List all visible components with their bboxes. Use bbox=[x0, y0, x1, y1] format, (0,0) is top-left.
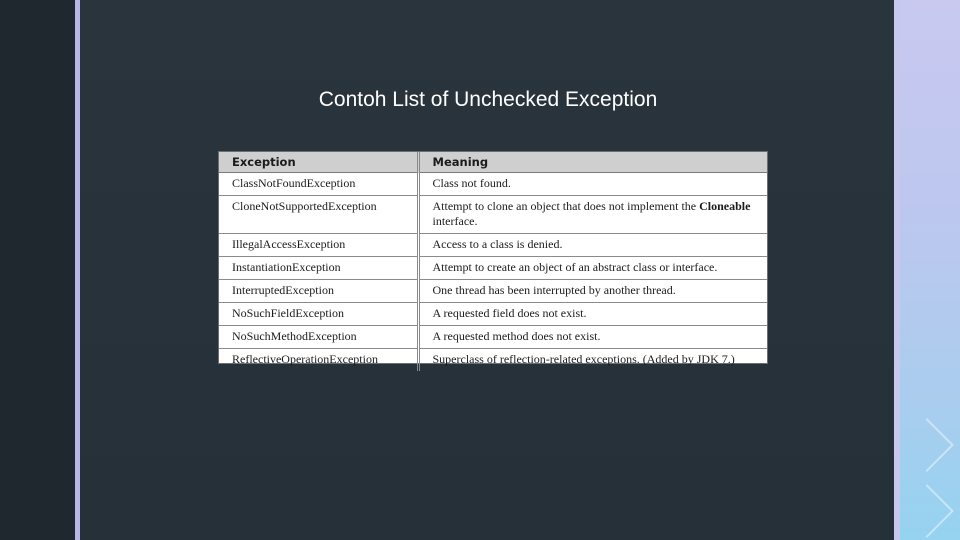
slide-title: Contoh List of Unchecked Exception bbox=[318, 88, 658, 111]
meaning-keyword: Cloneable bbox=[699, 199, 751, 213]
meaning-cell: Class not found. bbox=[418, 173, 767, 196]
meaning-cell: A requested method does not exist. bbox=[418, 326, 767, 349]
exception-name-cell: ReflectiveOperationException bbox=[232, 352, 378, 366]
table-row bbox=[219, 196, 767, 234]
meaning-cell: One thread has been interrupted by another thread. bbox=[418, 280, 767, 303]
chevron-right-icon bbox=[900, 418, 954, 472]
column-header-meaning: Meaning bbox=[418, 152, 767, 173]
chevron-right-icon bbox=[900, 484, 954, 538]
table-header-row bbox=[219, 152, 767, 173]
table-row bbox=[219, 349, 767, 372]
meaning-cell bbox=[418, 196, 767, 234]
meaning-cell: Access to a class is denied. bbox=[418, 234, 767, 257]
meaning-cell: Superclass of reflection-related exceptions. (Added by JDK 7.) bbox=[418, 349, 767, 372]
exception-name-cell: IllegalAccessException bbox=[219, 234, 418, 257]
right-decorative-panel bbox=[900, 0, 960, 540]
exception-name-cell: CloneNotSupportedException bbox=[219, 196, 418, 234]
table-row bbox=[219, 173, 767, 196]
meaning-cell: Attempt to create an object of an abstract class or interface. bbox=[418, 257, 767, 280]
meaning-cell: A requested field does not exist. bbox=[418, 303, 767, 326]
exception-name-cell: NoSuchMethodException bbox=[219, 326, 418, 349]
meaning-text: interface. bbox=[432, 214, 478, 228]
table-row bbox=[219, 303, 767, 326]
exception-name-cell: ClassNotFoundException bbox=[219, 173, 418, 196]
table-row bbox=[219, 280, 767, 303]
table-row bbox=[219, 257, 767, 280]
left-panel bbox=[0, 0, 76, 540]
exception-name-cell: InterruptedException bbox=[219, 280, 418, 303]
exception-name-cell: InstantiationException bbox=[219, 257, 418, 280]
meaning-text: Attempt to clone an object that does not implement the bbox=[432, 199, 697, 213]
exception-table bbox=[219, 152, 767, 371]
table-row bbox=[219, 326, 767, 349]
table-row bbox=[219, 234, 767, 257]
exception-table-image bbox=[218, 151, 768, 364]
column-header-exception: Exception bbox=[219, 152, 418, 173]
exception-name-cell: NoSuchFieldException bbox=[219, 303, 418, 326]
